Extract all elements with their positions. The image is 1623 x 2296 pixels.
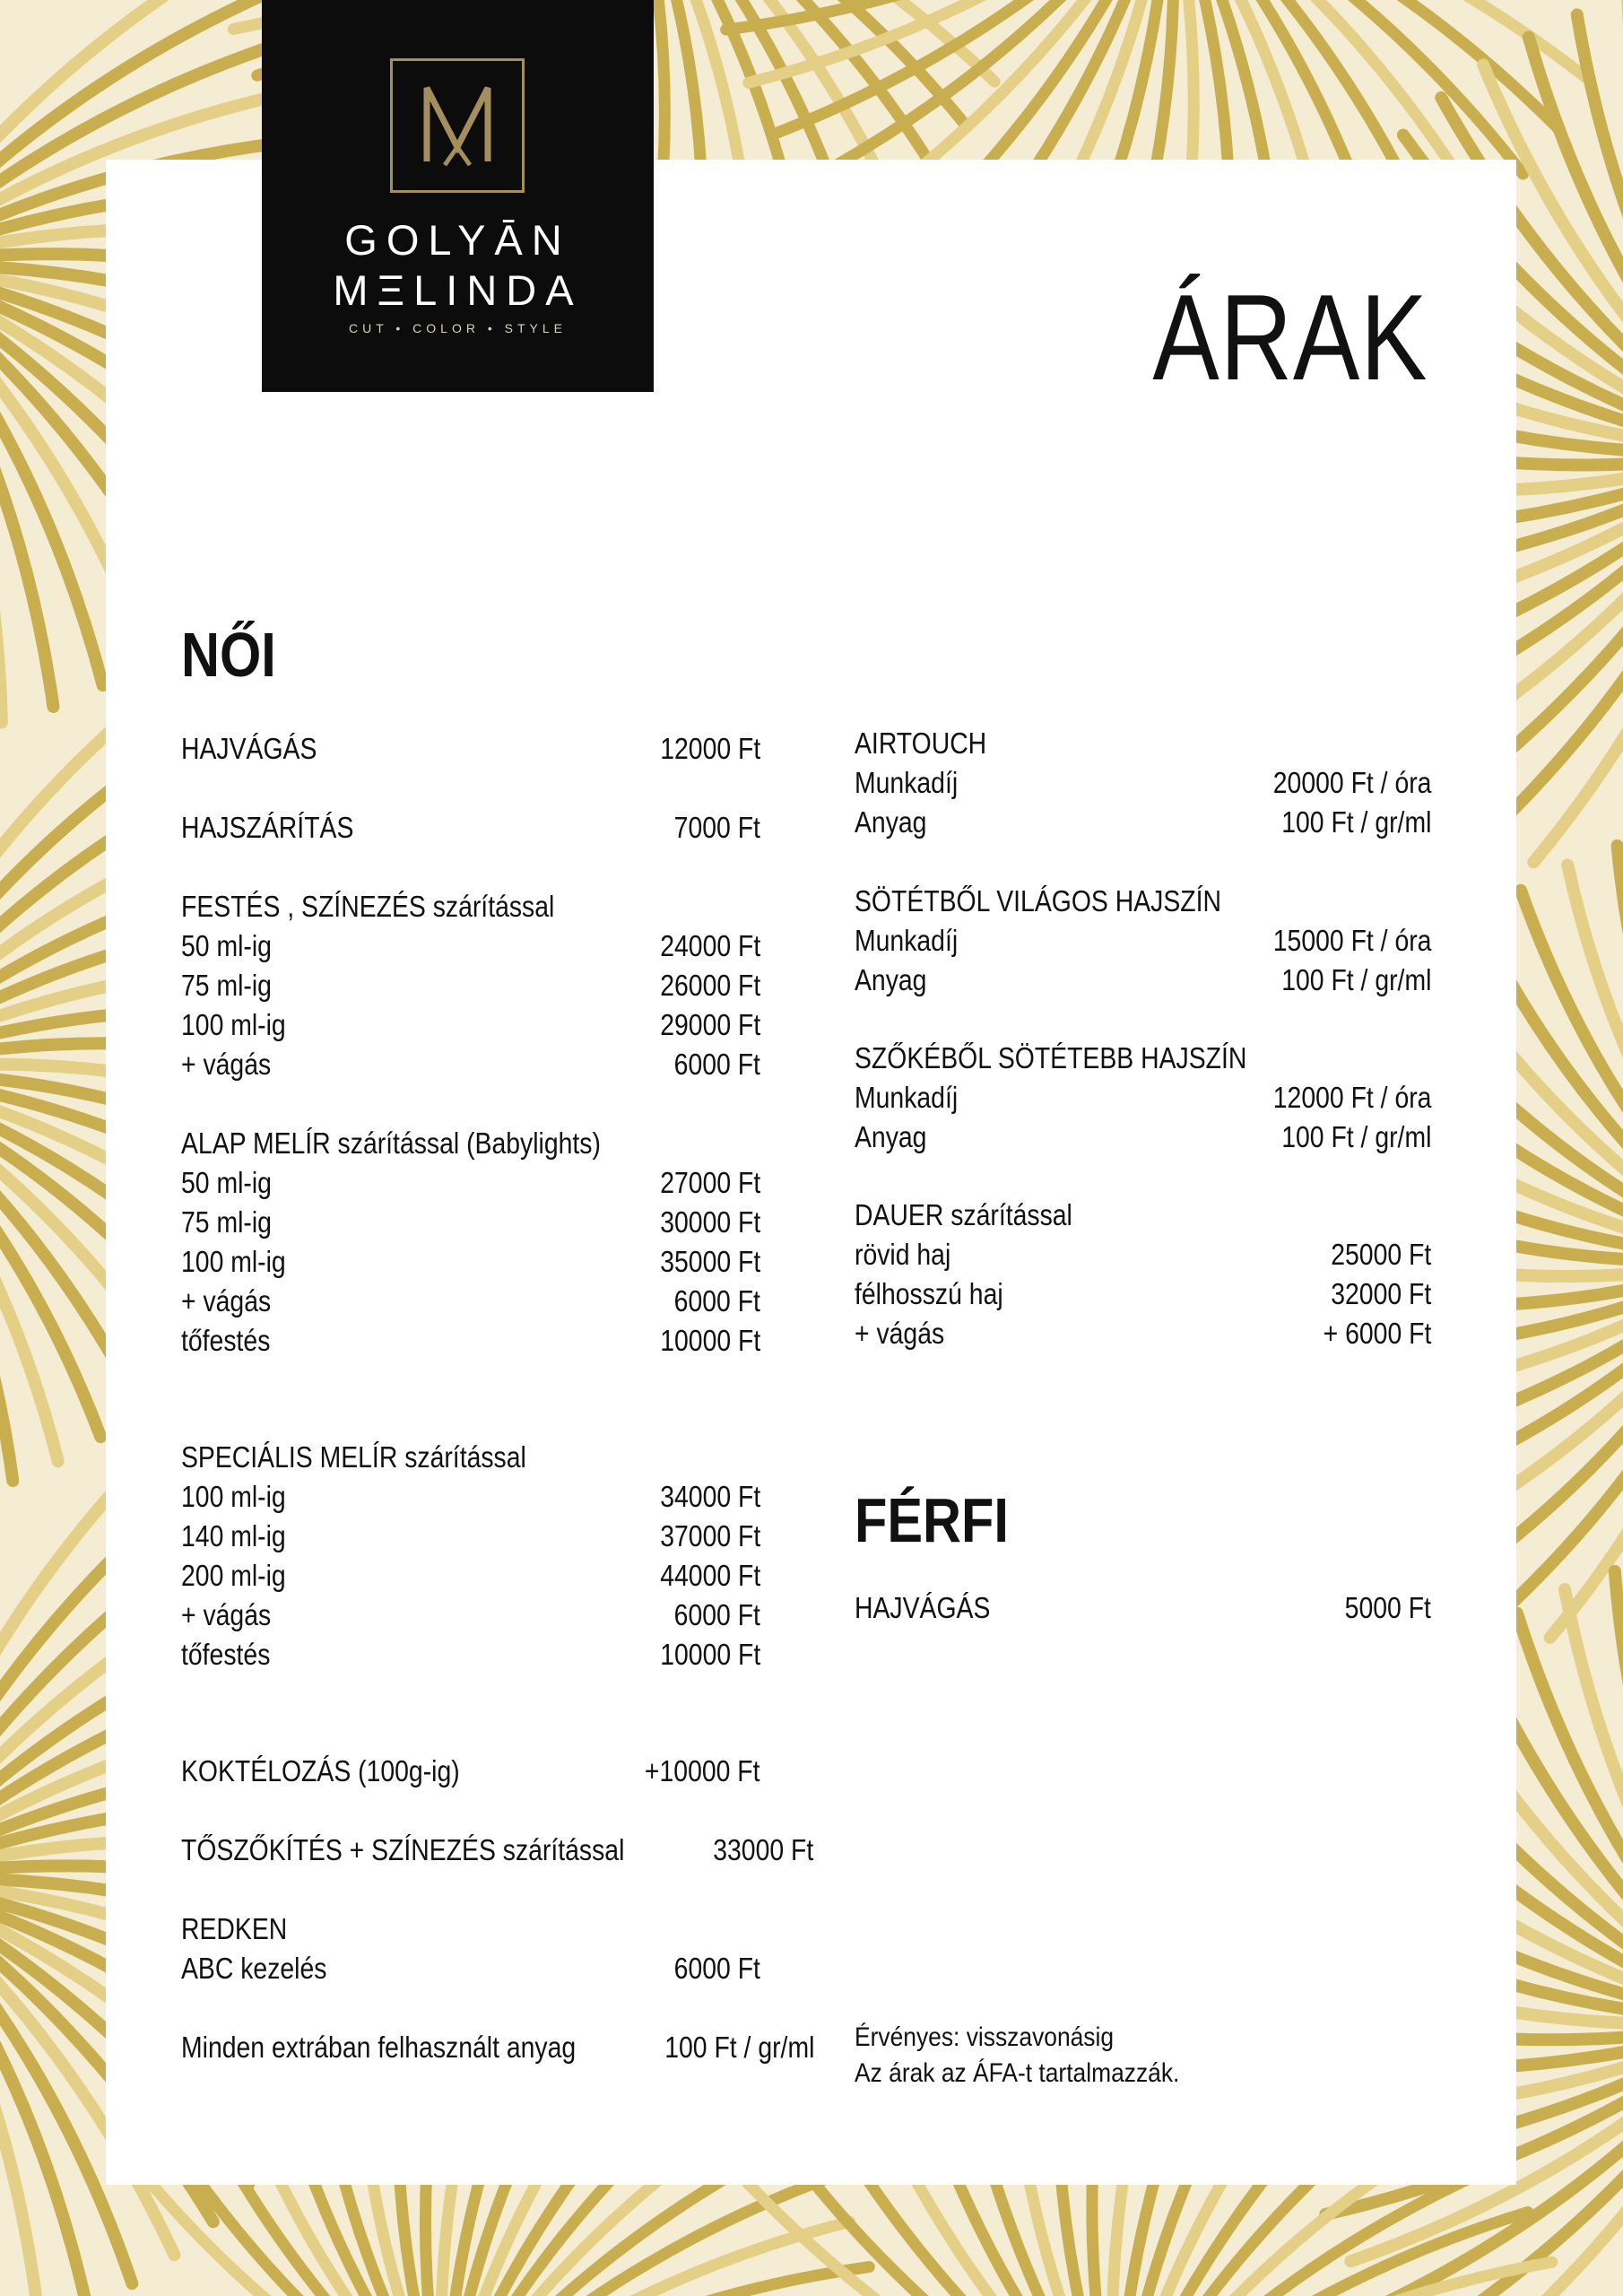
- price-row: [855, 803, 1431, 842]
- price-row-value: 12000 Ft: [659, 732, 760, 765]
- price-row-value: 27000 Ft: [659, 1166, 760, 1199]
- price-row-value: 20000 Ft / óra: [1272, 766, 1431, 799]
- price-row: [181, 2028, 815, 2067]
- price-row-label: Munkadíj: [855, 1081, 959, 1114]
- price-row-label: AIRTOUCH: [855, 726, 987, 760]
- price-row-value: 26000 Ft: [659, 969, 760, 1002]
- category-heading: [855, 1039, 1431, 1078]
- price-row-label: DAUER szárítással: [855, 1198, 1072, 1231]
- price-row: [181, 1556, 760, 1596]
- price-row-value: 100 Ft / gr/ml: [664, 2031, 815, 2064]
- price-row: [855, 921, 1431, 961]
- price-row-label: 100 ml-ig: [181, 1480, 286, 1513]
- noi-title: NŐI: [181, 620, 276, 690]
- price-row-label: Munkadíj: [855, 924, 959, 957]
- price-row-label: Minden extrában felhasznált anyag: [181, 2031, 577, 2064]
- category-heading: [181, 1124, 760, 1163]
- price-row-label: HAJSZÁRÍTÁS: [181, 811, 354, 844]
- price-row-value: 25000 Ft: [1330, 1238, 1431, 1271]
- logo-name-line2: MΞLINDA: [333, 266, 583, 314]
- category-heading: [181, 887, 760, 926]
- price-row: [181, 1477, 760, 1517]
- price-row-label: TŐSZŐKÍTÉS + SZÍNEZÉS szárítással: [181, 1833, 625, 1866]
- price-row-label: Anyag: [855, 805, 927, 839]
- price-row: [181, 1163, 760, 1203]
- price-row-value: 29000 Ft: [659, 1008, 760, 1041]
- price-row: [855, 961, 1431, 1000]
- price-row: [181, 1752, 760, 1791]
- price-row-label: HAJVÁGÁS: [855, 1591, 991, 1624]
- price-row-label: tőfestés: [181, 1638, 271, 1671]
- price-row-label: 50 ml-ig: [181, 1166, 272, 1199]
- price-row-label: HAJVÁGÁS: [181, 732, 317, 765]
- price-row-value: 6000 Ft: [673, 1598, 760, 1631]
- category-heading: [855, 1196, 1431, 1235]
- price-row: [855, 1314, 1431, 1353]
- validity-note: Érvényes: visszavonásig: [855, 2022, 1115, 2052]
- monogram-icon: [390, 58, 525, 193]
- price-row-label: ABC kezelés: [181, 1952, 327, 1985]
- price-row-label: ALAP MELÍR szárítással (Babylights): [181, 1126, 601, 1160]
- price-row: [181, 926, 760, 966]
- price-row: [181, 1949, 760, 1988]
- price-row: [181, 1282, 760, 1321]
- price-row: [181, 729, 760, 769]
- price-row-value: 30000 Ft: [659, 1205, 760, 1239]
- price-row-value: 44000 Ft: [659, 1559, 760, 1592]
- price-row-label: 75 ml-ig: [181, 969, 272, 1002]
- price-row-label: 100 ml-ig: [181, 1008, 286, 1041]
- price-row-label: 75 ml-ig: [181, 1205, 272, 1239]
- price-row: [181, 966, 760, 1005]
- price-row-label: KOKTÉLOZÁS (100g-ig): [181, 1754, 460, 1787]
- price-row-value: 15000 Ft / óra: [1272, 924, 1431, 957]
- price-row: [181, 1596, 760, 1635]
- page-title: ÁRAK: [1152, 269, 1428, 405]
- price-row: [855, 1118, 1431, 1157]
- price-row: [181, 1831, 814, 1870]
- price-row-label: 200 ml-ig: [181, 1559, 286, 1592]
- price-row-label: + vágás: [181, 1598, 272, 1631]
- price-row-value: 32000 Ft: [1330, 1277, 1431, 1310]
- price-row: [181, 1517, 760, 1556]
- price-row: [181, 808, 760, 848]
- price-row-label: SZŐKÉBŐL SÖTÉTEBB HAJSZÍN: [855, 1041, 1247, 1074]
- price-row-value: 35000 Ft: [659, 1245, 760, 1278]
- logo-tagline: CUT • COLOR • STYLE: [348, 321, 568, 335]
- price-row-value: 6000 Ft: [673, 1952, 760, 1985]
- price-row: [855, 1588, 1431, 1628]
- price-row-value: +10000 Ft: [645, 1754, 760, 1787]
- price-row-label: 50 ml-ig: [181, 929, 272, 962]
- price-row-value: 24000 Ft: [659, 929, 760, 962]
- price-row: [181, 1203, 760, 1242]
- price-row: [855, 1078, 1431, 1118]
- price-row-label: SPECIÁLIS MELÍR szárítással: [181, 1440, 526, 1474]
- price-row-value: 10000 Ft: [659, 1324, 760, 1357]
- price-row-label: 100 ml-ig: [181, 1245, 286, 1278]
- vat-note: Az árak az ÁFA-t tartalmazzák.: [855, 2058, 1180, 2088]
- price-row-label: tőfestés: [181, 1324, 271, 1357]
- price-row-value: 5000 Ft: [1344, 1591, 1431, 1624]
- price-row-value: + 6000 Ft: [1323, 1317, 1431, 1350]
- salon-logo: [262, 0, 654, 392]
- price-row: [855, 763, 1431, 803]
- price-row-label: + vágás: [855, 1317, 945, 1350]
- price-row-value: 34000 Ft: [659, 1480, 760, 1513]
- price-row: [181, 1005, 760, 1045]
- price-row-label: SÖTÉTBŐL VILÁGOS HAJSZÍN: [855, 884, 1221, 918]
- category-heading: [855, 724, 1431, 763]
- price-row-value: 10000 Ft: [659, 1638, 760, 1671]
- price-row-label: FESTÉS , SZÍNEZÉS szárítással: [181, 890, 555, 923]
- price-row-value: 6000 Ft: [673, 1284, 760, 1318]
- price-row-label: Anyag: [855, 963, 927, 996]
- price-row: [181, 1045, 760, 1084]
- price-row-label: Munkadíj: [855, 766, 959, 799]
- price-row: [181, 1635, 760, 1674]
- price-row-label: + vágás: [181, 1048, 272, 1081]
- category-heading: [855, 882, 1431, 921]
- price-row-value: 33000 Ft: [713, 1833, 814, 1866]
- price-row: [181, 1242, 760, 1282]
- price-row-label: Anyag: [855, 1120, 927, 1153]
- price-row-label: + vágás: [181, 1284, 272, 1318]
- logo-name-line1: GOLYĀN: [344, 216, 571, 264]
- price-row-value: 100 Ft / gr/ml: [1280, 963, 1431, 996]
- ferfi-title: FÉRFI: [855, 1485, 1009, 1555]
- price-row-value: 100 Ft / gr/ml: [1280, 805, 1431, 839]
- price-row-value: 12000 Ft / óra: [1272, 1081, 1431, 1114]
- price-row: [181, 1321, 760, 1361]
- price-row-value: 7000 Ft: [673, 811, 760, 844]
- price-row-value: 100 Ft / gr/ml: [1280, 1120, 1431, 1153]
- price-row-label: félhosszú haj: [855, 1277, 1003, 1310]
- price-row: [855, 1274, 1431, 1314]
- price-row-value: 6000 Ft: [673, 1048, 760, 1081]
- price-row: [855, 1235, 1431, 1274]
- price-row-label: REDKEN: [181, 1912, 288, 1945]
- category-heading: [181, 1909, 760, 1949]
- category-heading: [181, 1438, 760, 1477]
- price-row-label: 140 ml-ig: [181, 1519, 286, 1552]
- price-row-label: rövid haj: [855, 1238, 951, 1271]
- price-row-value: 37000 Ft: [659, 1519, 760, 1552]
